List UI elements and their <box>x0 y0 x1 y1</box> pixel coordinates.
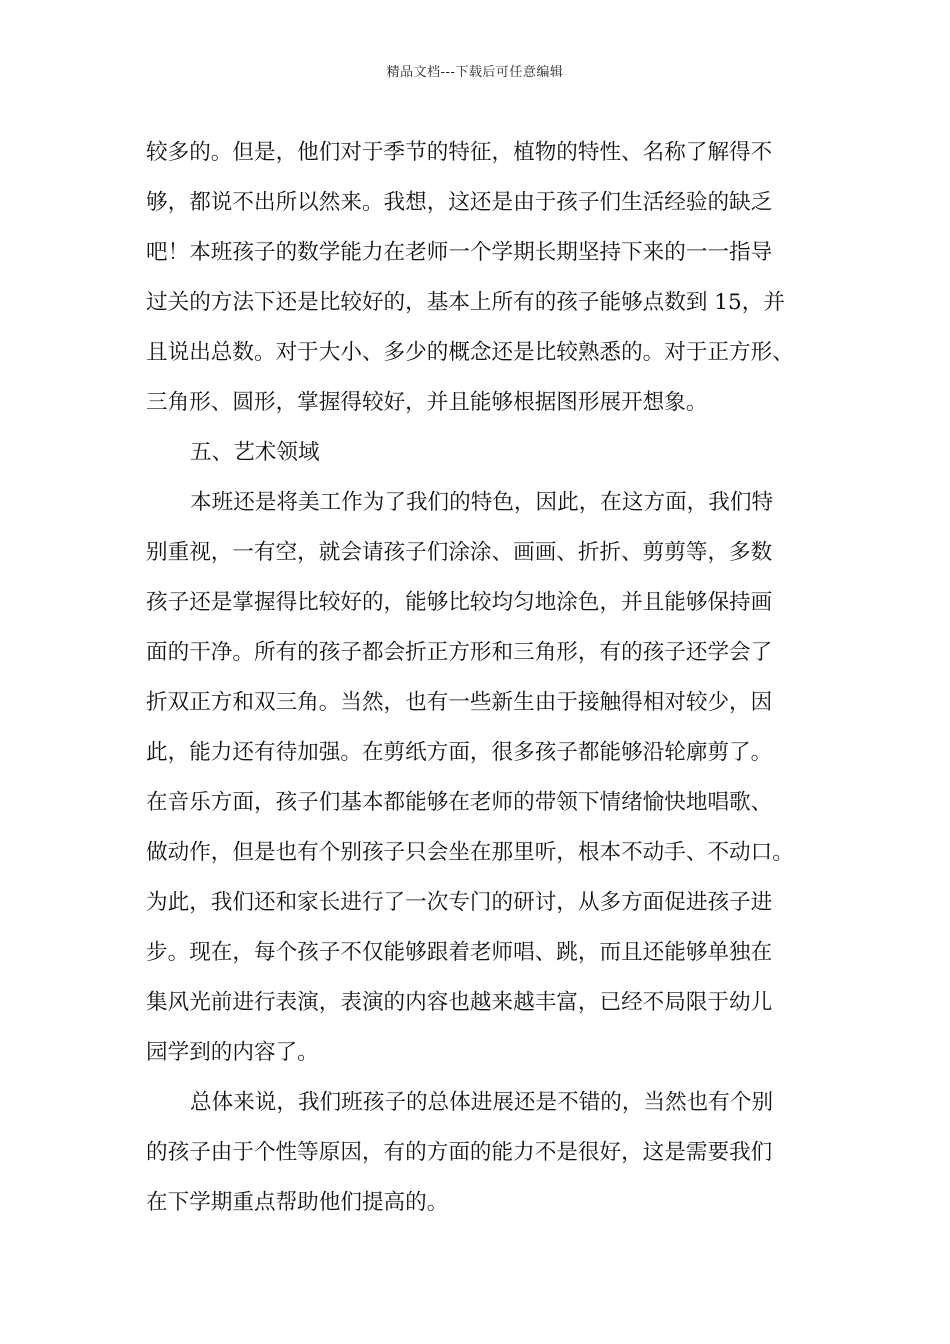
document-body <box>146 128 810 1228</box>
paragraph-start-line: 总体来说，我们班孩子的总体进展还是不错的，当然也有个别 <box>190 1090 774 1115</box>
section-heading: 五、艺术领域 <box>190 440 320 465</box>
body-line: 做动作，但是也有个别孩子只会坐在那里听，根本不动手、不动口。 <box>146 840 794 865</box>
page-header: 精品文档---下载后可任意编辑 <box>386 65 564 80</box>
body-line: 孩子还是掌握得比较好的，能够比较均匀地涂色，并且能够保持画 <box>146 590 773 615</box>
body-line: 在下学期重点帮助他们提高的。 <box>146 1190 449 1215</box>
body-line: 且说出总数。对于大小、多少的概念还是比较熟悉的。对于正方形、 <box>146 340 794 365</box>
body-line: 集风光前进行表演，表演的内容也越来越丰富，已经不局限于幼儿 <box>146 990 773 1015</box>
body-line: 在音乐方面，孩子们基本都能够在老师的带领下情绪愉快地唱歌、 <box>146 790 773 815</box>
body-line: 折双正方和双三角。当然，也有一些新生由于接触得相对较少，因 <box>146 690 773 715</box>
body-line: 三角形、圆形，掌握得较好，并且能够根据图形展开想象。 <box>146 390 708 415</box>
body-line: 园学到的内容了。 <box>146 1040 319 1065</box>
body-line: 够，都说不出所以然来。我想，这还是由于孩子们生活经验的缺乏 <box>146 190 773 215</box>
body-line: 步。现在，每个孩子不仅能够跟着老师唱、跳，而且还能够单独在 <box>146 940 773 965</box>
body-line: 别重视，一有空，就会请孩子们涂涂、画画、折折、剪剪等，多数 <box>146 540 773 565</box>
body-line: 此，能力还有待加强。在剪纸方面，很多孩子都能够沿轮廓剪了。 <box>146 740 773 765</box>
paragraph-start-line: 本班还是将美工作为了我们的特色，因此，在这方面，我们特 <box>190 490 774 515</box>
body-line: 为此，我们还和家长进行了一次专门的研讨，从多方面促进孩子进 <box>146 890 773 915</box>
body-line: 吧！本班孩子的数学能力在老师一个学期长期坚持下来的一一指导 <box>146 240 773 265</box>
body-line: 面的干净。所有的孩子都会折正方形和三角形，有的孩子还学会了 <box>146 640 773 665</box>
body-line: 的孩子由于个性等原因，有的方面的能力不是很好，这是需要我们 <box>146 1140 773 1165</box>
body-line: 较多的。但是，他们对于季节的特征，植物的特性、名称了解得不 <box>146 140 773 165</box>
body-line: 过关的方法下还是比较好的，基本上所有的孩子能够点数到 15，并 <box>146 290 785 315</box>
